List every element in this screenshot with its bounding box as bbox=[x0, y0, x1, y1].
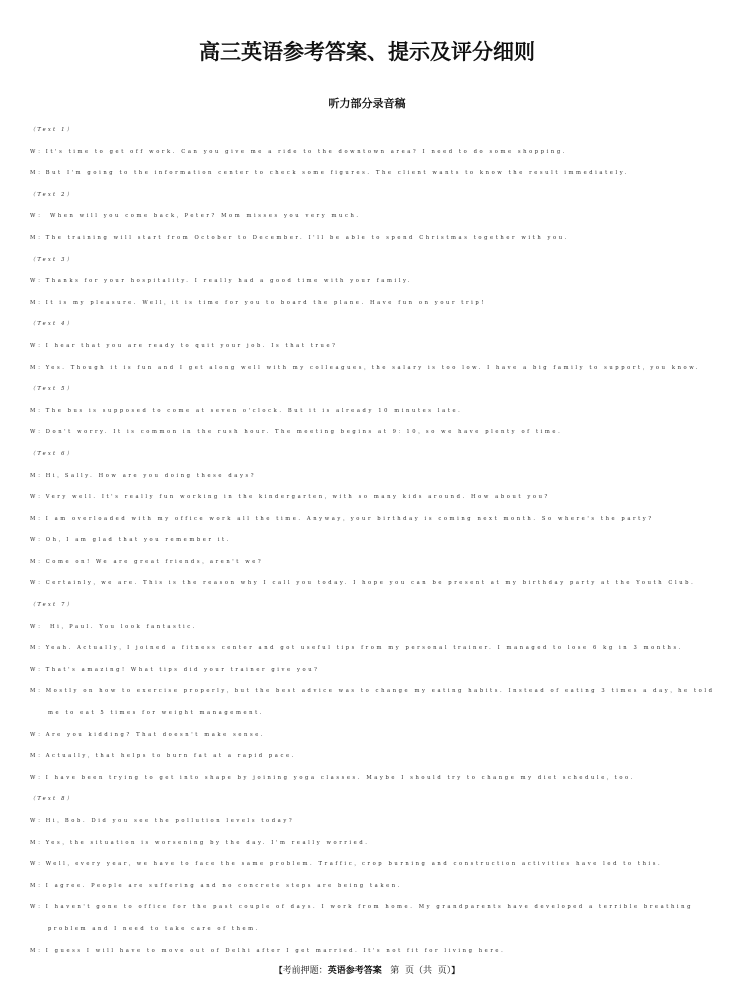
transcript-line: M：Actually，that helps to burn fat at a rapid pace. bbox=[30, 753, 296, 760]
transcript-line: M：I guess I will have to move out of Delhi after I get married. It's not fit for living here. bbox=[30, 947, 506, 954]
transcript-line: M：It is my pleasure. Well，it is time for you to board the plane. Have fun on your trip! bbox=[30, 299, 486, 306]
transcript-line: M：Hi，Sally. How are you doing these days? bbox=[30, 472, 257, 479]
transcript-line: W：Thanks for your hospitality. I really had a good time with your family. bbox=[30, 278, 413, 285]
footer-prefix: 考前押题： bbox=[282, 966, 328, 976]
footer-page-sep: 页（共 bbox=[405, 966, 433, 976]
transcript-line: M：I agree. People are suffering and no concrete steps are being taken. bbox=[30, 882, 402, 889]
text-marker: （Text 1） bbox=[30, 127, 75, 133]
transcript-line: W：Oh，I am glad that you remember it. bbox=[30, 537, 231, 544]
transcript-line: me to eat 5 times for weight management. bbox=[48, 710, 265, 717]
transcript-line: W：Certainly，we are. This is the reason why I call you today. I hope you can be present at my birthday party at the Youth Club. bbox=[30, 580, 696, 587]
transcript-line: W：Don't worry. It is common in the rush hour. The meeting begins at 9：10，so we have plenty of time. bbox=[30, 429, 563, 436]
transcript-line: problem and I need to take care of them. bbox=[48, 925, 260, 932]
text-marker: （Text 3） bbox=[30, 256, 75, 263]
transcript-line: M：Mostly on how to exercise properly，but the best advice was to change my eating habits. Instead of eating 3 times a day，he told bbox=[30, 688, 715, 695]
transcript-line: M：Yeah. Actually，I joined a fitness center and got useful tips from my personal trainer. I managed to lose 6 kg in 3 months. bbox=[30, 645, 683, 652]
transcript-line: W：Well，every year，we have to face the same problem. Traffic，crop burning and construction activities have led to this. bbox=[30, 861, 663, 868]
text-marker: （Text 7） bbox=[30, 602, 75, 609]
text-marker: （Text 4） bbox=[30, 321, 75, 328]
page-footer bbox=[0, 963, 734, 976]
section-title: 听力部分录音稿 bbox=[328, 97, 406, 110]
transcript-line: M：The training will start from October to December. I'll be able to spend Christmas together with you. bbox=[30, 234, 569, 241]
footer-open-bracket: 【 bbox=[274, 966, 283, 975]
footer-page-end: 页） bbox=[437, 966, 452, 976]
transcript-line: W：Very well. It's really fun working in the kindergarten，with so many kids around. How about you? bbox=[30, 494, 550, 501]
text-marker: （Text 5） bbox=[30, 386, 75, 393]
transcript-line: W： Hi，Paul. You look fantastic. bbox=[30, 623, 198, 630]
transcript-line: W：It's time to get off work. Can you give me a ride to the downtown area? I need to do some shopping. bbox=[30, 148, 568, 155]
transcript-line: W：Are you kidding? That doesn't make sense. bbox=[30, 731, 266, 738]
page-title: 高三英语参考答案、提示及评分细则 bbox=[199, 40, 535, 64]
transcript-line: M：But I'm going to the information center to check some figures. The client wants to know the result immediately. bbox=[30, 170, 629, 177]
transcript-body bbox=[30, 120, 720, 962]
transcript-line: M：Come on! We are great friends，aren't we? bbox=[30, 558, 264, 565]
transcript-line: W：I have been trying to get into shape by joining yoga classes. Maybe I should try to change my diet schedule，too. bbox=[30, 774, 635, 781]
transcript-line: M：The bus is supposed to come at seven o'clock. But it is already 10 minutes late. bbox=[30, 407, 463, 414]
transcript-line: W：I haven't gone to office for the past couple of days. I work from home. My grandparents have developed a terrible breathing bbox=[30, 904, 694, 911]
transcript-line: M：I am overloaded with my office work all the time. Anyway，your birthday is coming next month. So where's the party? bbox=[30, 515, 654, 522]
footer-close-bracket: 】 bbox=[451, 966, 460, 975]
transcript-line: M：Yes. Though it is fun and I get along well with my colleagues，the salary is too low. I have a big family to support，you know. bbox=[30, 364, 700, 371]
transcript-line: W： When will you come back，Peter? Mom misses you very much. bbox=[30, 213, 361, 220]
text-marker: （Text 2） bbox=[30, 191, 75, 198]
text-marker: （Text 8） bbox=[30, 796, 75, 803]
transcript-line: W：That's amazing! What tips did your trainer give you? bbox=[30, 666, 320, 673]
text-marker: （Text 6） bbox=[30, 450, 75, 457]
footer-subject: 英语参考答案 bbox=[327, 966, 382, 976]
footer-page-label: 第 bbox=[390, 966, 400, 976]
transcript-line: W：Hi，Bob. Did you see the pollution levels today? bbox=[30, 818, 295, 824]
transcript-line: W：I hear that you are ready to quit your job. Is that true? bbox=[30, 342, 338, 349]
transcript-line: M：Yes，the situation is worsening by the day. I'm really worried. bbox=[30, 839, 370, 846]
